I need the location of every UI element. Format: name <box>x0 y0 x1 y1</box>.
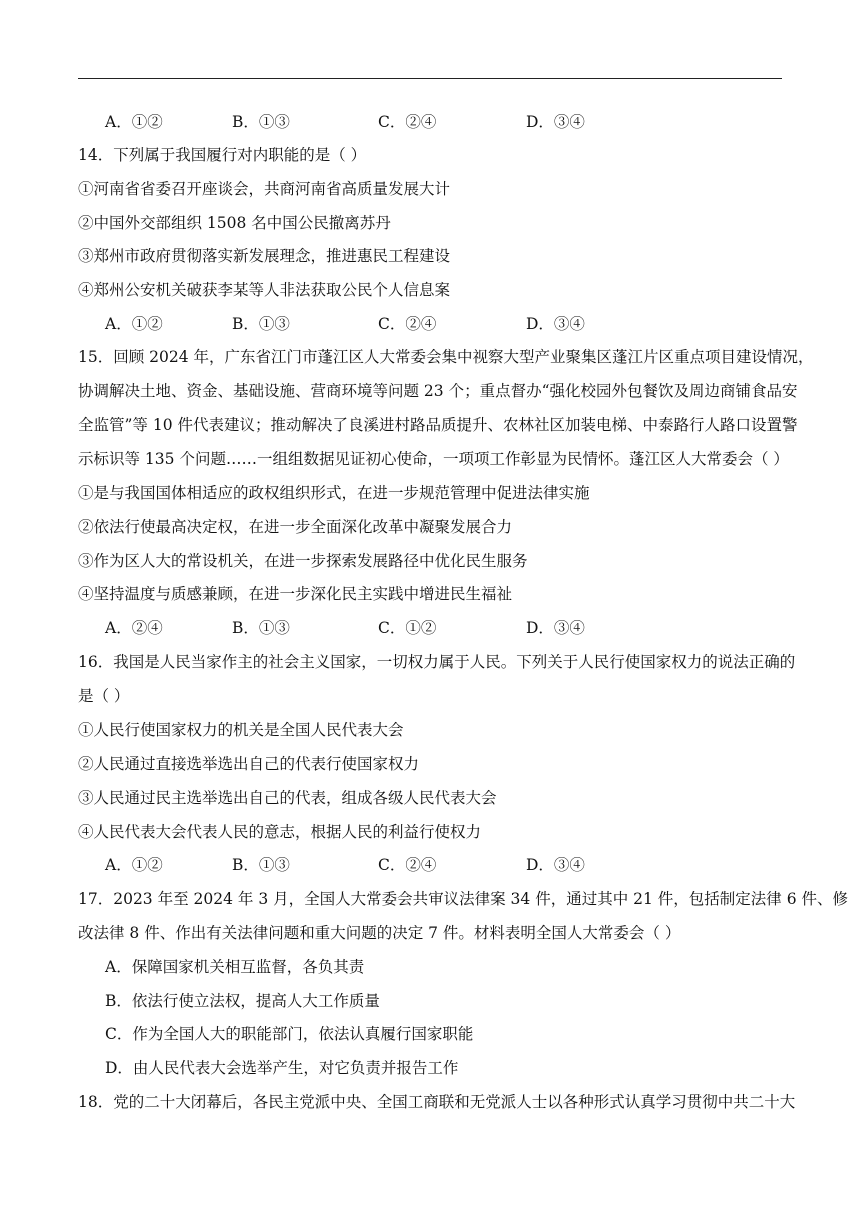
q17-stem-line-1: 17．2023 年至 2024 年 3 月，全国人大常委会共审议法律案 34 件，通过其中 21 件，包括制定法律 6 件、修 <box>78 890 848 908</box>
q15-option-a[interactable]: A．②④ <box>105 619 163 637</box>
q13-option-d[interactable]: D．③④ <box>526 113 585 131</box>
q16-item-3: ③人民通过民主选举选出自己的代表，组成各级人民代表大会 <box>78 789 497 807</box>
q14-item-1: ①河南省省委召开座谈会，共商河南省高质量发展大计 <box>78 180 451 198</box>
q16-option-b[interactable]: B．①③ <box>232 856 290 874</box>
q17-choice-c[interactable]: C．作为全国人大的职能部门，依法认真履行国家职能 <box>105 1025 474 1043</box>
q15-item-1: ①是与我国国体相适应的政权组织形式，在进一步规范管理中促进法律实施 <box>78 484 590 502</box>
q13-option-c[interactable]: C．②④ <box>378 113 437 131</box>
q13-option-a[interactable]: A．①② <box>105 113 163 131</box>
q16-item-1: ①人民行使国家权力的机关是全国人民代表大会 <box>78 721 404 739</box>
q14-option-a[interactable]: A．①② <box>105 315 163 333</box>
q16-option-c[interactable]: C．②④ <box>378 856 437 874</box>
q14-option-d[interactable]: D．③④ <box>526 315 585 333</box>
q13-option-b[interactable]: B．①③ <box>232 113 290 131</box>
q14-item-4: ④郑州公安机关破获李某等人非法获取公民个人信息案 <box>78 281 451 299</box>
q15-stem-line-4: 示标识等 135 个问题……一组组数据见证初心使命，一项项工作彰显为民情怀。蓬江区人大常委会（ ） <box>78 450 789 468</box>
q14-item-3: ③郑州市政府贯彻落实新发展理念，推进惠民工程建设 <box>78 247 451 265</box>
q17-choice-d[interactable]: D．由人民代表大会选举产生，对它负责并报告工作 <box>105 1059 459 1077</box>
q15-stem-line-2: 协调解决土地、资金、基础设施、营商环境等问题 23 个；重点督办“强化校园外包餐饮及周边商铺食品安 <box>78 382 798 400</box>
q15-stem-line-3: 全监管”等 10 件代表建议；推动解决了良溪进村路品质提升、农林社区加装电梯、中泰路行人路口设置警 <box>78 416 798 434</box>
header-rule <box>78 78 782 79</box>
q15-item-3: ③作为区人大的常设机关，在进一步探索发展路径中优化民生服务 <box>78 552 528 570</box>
q16-option-a[interactable]: A．①② <box>105 856 163 874</box>
q15-stem-line-1: 15．回顾 2024 年，广东省江门市蓬江区人大常委会集中视察大型产业聚集区蓬江片区重点项目建设情况， <box>78 348 814 366</box>
q15-item-2: ②依法行使最高决定权，在进一步全面深化改革中凝聚发展合力 <box>78 518 513 536</box>
q16-item-2: ②人民通过直接选举选出自己的代表行使国家权力 <box>78 755 420 773</box>
q16-stem-line-1: 16．我国是人民当家作主的社会主义国家，一切权力属于人民。下列关于人民行使国家权力的说法正确的 <box>78 653 796 671</box>
q16-stem-line-2: 是（ ） <box>78 687 130 705</box>
q14-option-b[interactable]: B．①③ <box>232 315 290 333</box>
q16-option-d[interactable]: D．③④ <box>526 856 585 874</box>
q14-item-2: ②中国外交部组织 1508 名中国公民撤离苏丹 <box>78 214 391 232</box>
q17-choice-b[interactable]: B．依法行使立法权，提高人大工作质量 <box>105 992 380 1010</box>
q15-option-d[interactable]: D．③④ <box>526 619 585 637</box>
q15-option-c[interactable]: C．①② <box>378 619 437 637</box>
q15-option-b[interactable]: B．①③ <box>232 619 290 637</box>
q17-choice-a[interactable]: A．保障国家机关相互监督，各负其责 <box>105 958 365 976</box>
q18-stem-line-1: 18．党的二十大闭幕后，各民主党派中央、全国工商联和无党派人士以各种形式认真学习贯彻中共二十大 <box>78 1093 796 1111</box>
q14-option-c[interactable]: C．②④ <box>378 315 437 333</box>
q16-item-4: ④人民代表大会代表人民的意志，根据人民的利益行使权力 <box>78 823 482 841</box>
q15-item-4: ④坚持温度与质感兼顾，在进一步深化民主实践中增进民生福祉 <box>78 585 513 603</box>
q14-stem: 14．下列属于我国履行对内职能的是（ ） <box>78 146 367 164</box>
q17-stem-line-2: 改法律 8 件、作出有关法律问题和重大问题的决定 7 件。材料表明全国人大常委会（ ） <box>78 924 681 942</box>
